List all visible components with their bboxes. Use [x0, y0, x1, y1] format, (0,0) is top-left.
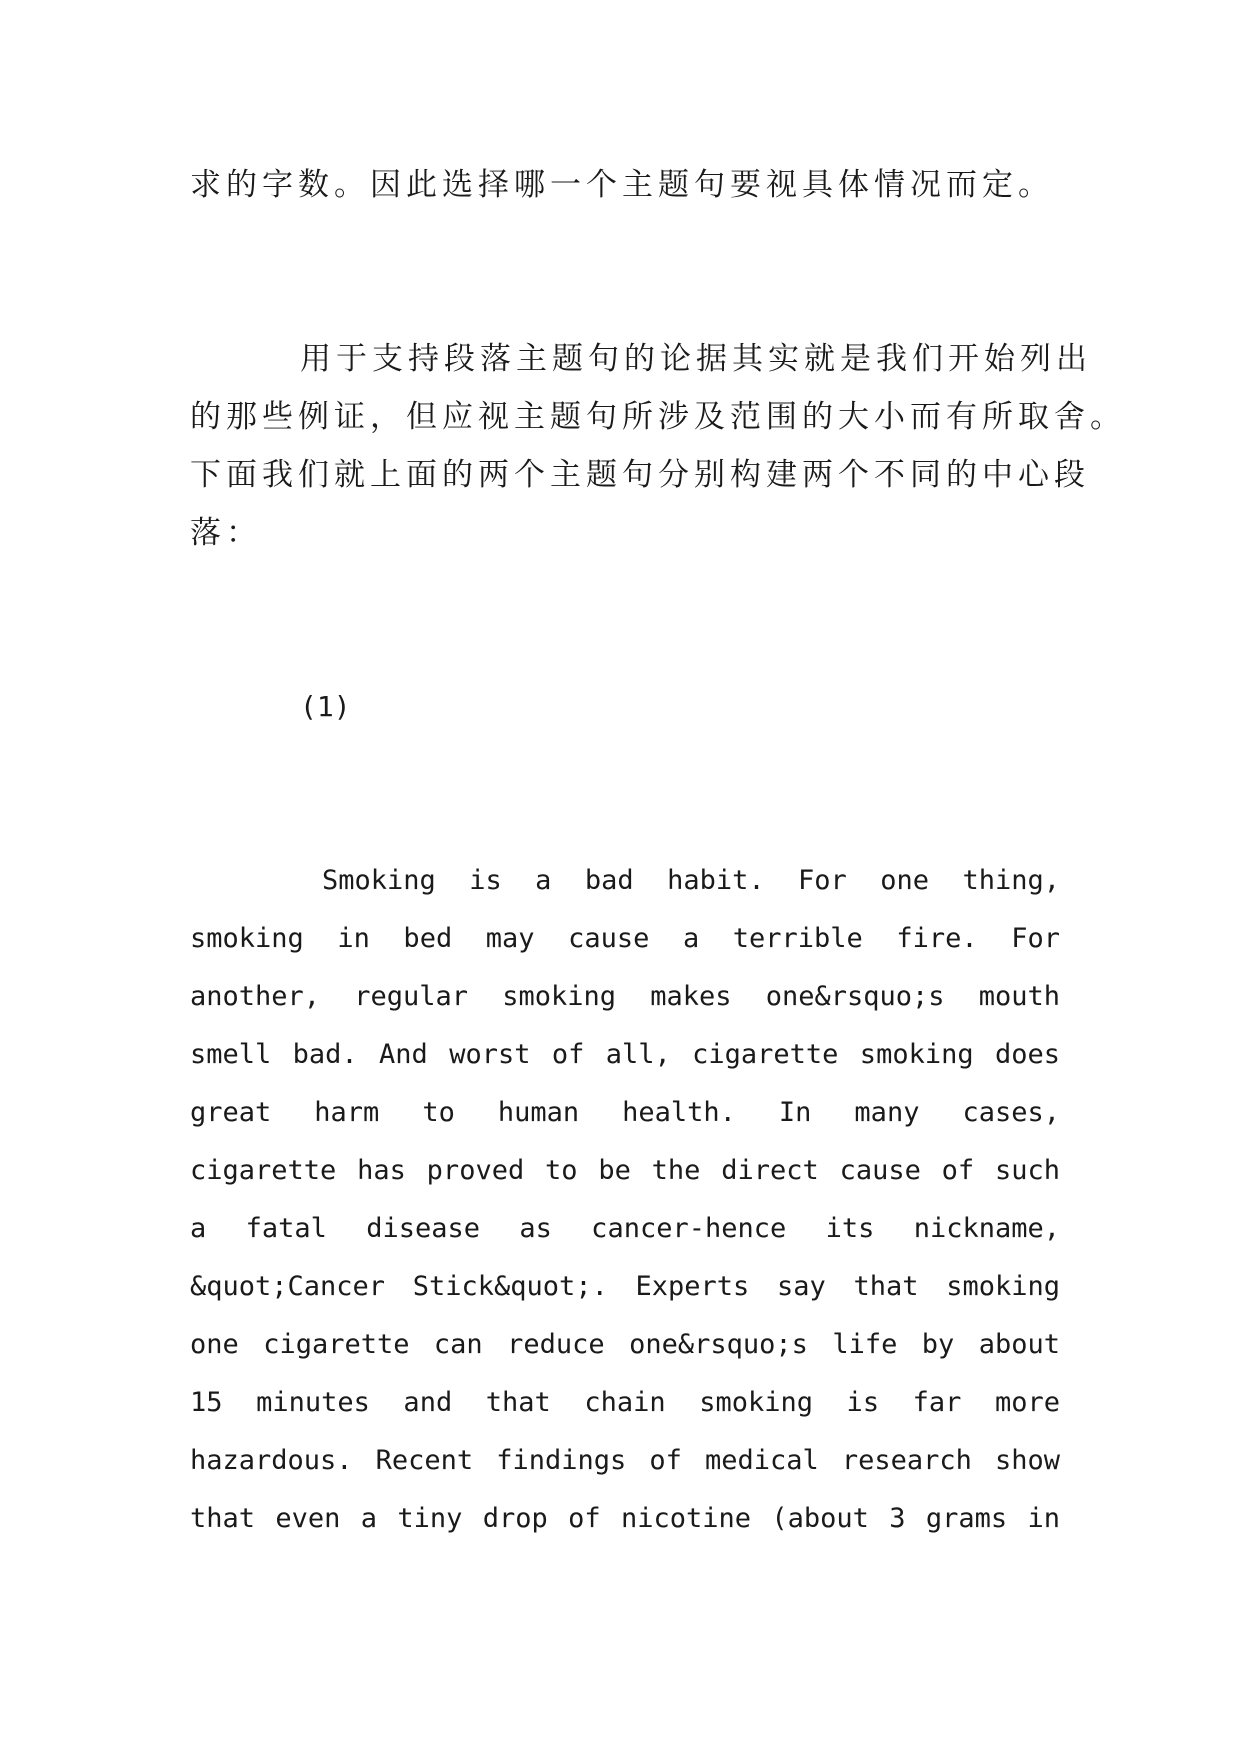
english-line: another, regular smoking makes one&rsquo;s mouth — [190, 981, 1060, 1012]
paragraph-2-line: 下面我们就上面的两个主题句分别构建两个不同的中心段 — [190, 457, 1090, 493]
english-line: great harm to human health. In many cases, — [190, 1097, 1060, 1128]
english-line: that even a tiny drop of nicotine (about 3 grams in — [190, 1503, 1060, 1534]
english-line: Smoking is a bad habit. For one thing, — [322, 865, 1060, 896]
english-line: hazardous. Recent findings of medical research show — [190, 1445, 1060, 1476]
english-line: smoking in bed may cause a terrible fire. For — [190, 923, 1060, 954]
english-line: one cigarette can reduce one&rsquo;s life by about — [190, 1329, 1060, 1360]
english-line: &quot;Cancer Stick&quot;. Experts say that smoking — [190, 1271, 1060, 1302]
paragraph-1-line: 求的字数。因此选择哪一个主题句要视具体情况而定。 — [190, 167, 1054, 203]
paragraph-2-line: 落： — [190, 515, 262, 551]
section-marker: (1) — [300, 690, 351, 723]
english-line: smell bad. And worst of all, cigarette smoking does — [190, 1039, 1060, 1070]
paragraph-2-line: 用于支持段落主题句的论据其实就是我们开始列出 — [300, 341, 1092, 377]
english-line: 15 minutes and that chain smoking is far more — [190, 1387, 1060, 1418]
english-line: a fatal disease as cancer-hence its nickname, — [190, 1213, 1060, 1244]
paragraph-2-line: 的那些例证，但应视主题句所涉及范围的大小而有所取舍。 — [190, 399, 1126, 435]
english-line: cigarette has proved to be the direct cause of such — [190, 1155, 1060, 1186]
